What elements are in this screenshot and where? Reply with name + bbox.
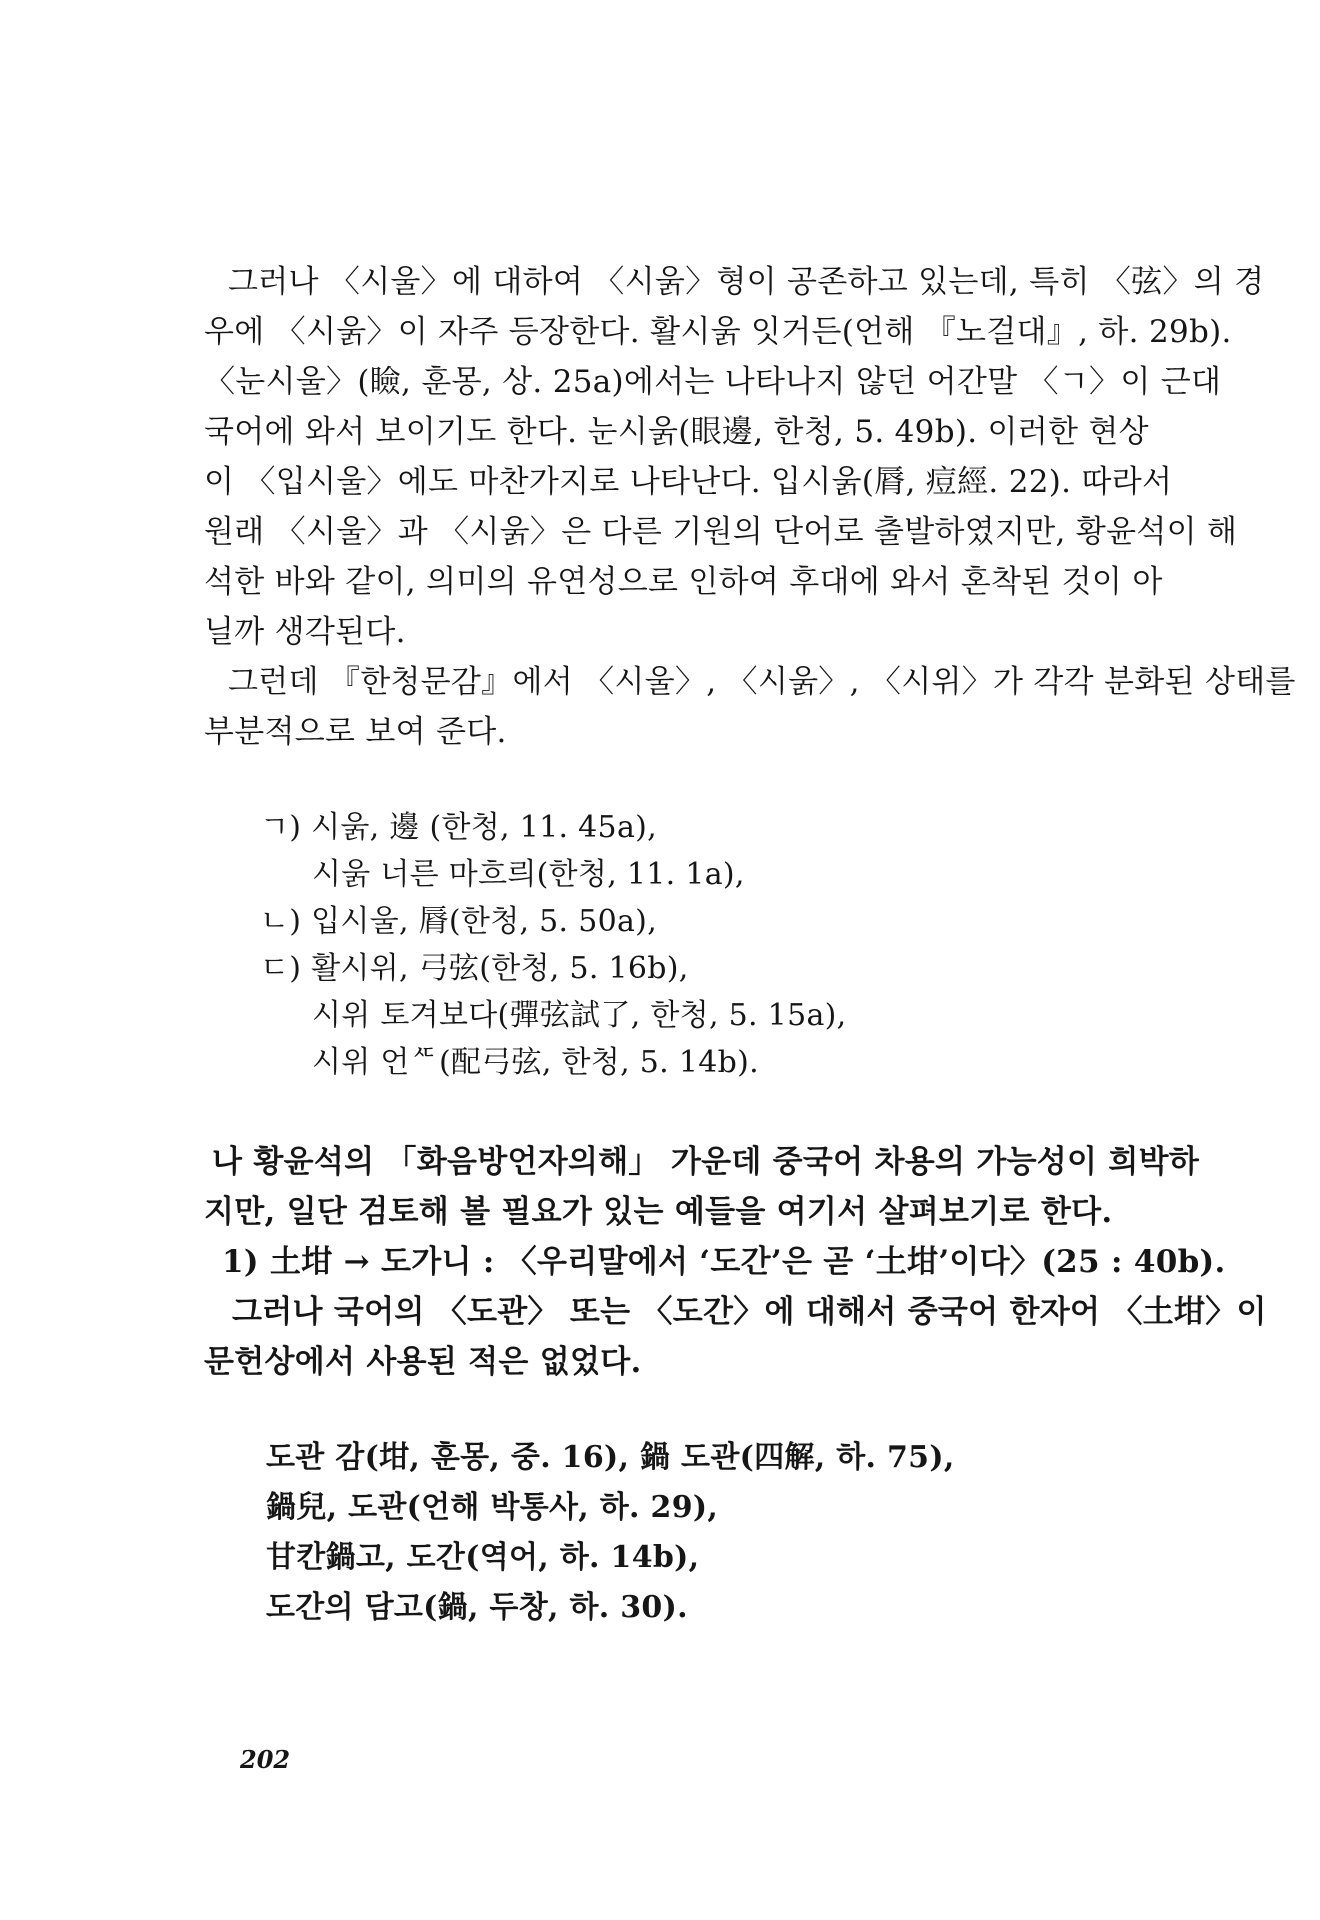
example-line: ㄷ) 활시위, 弓弦(한청, 5. 16b), xyxy=(260,951,689,986)
section-heading-line: 나 황윤석의 「화음방언자의해」 가운데 중국어 차용의 가능성이 희박하 xyxy=(212,1144,1200,1180)
paragraph2-line: 부분적으로 보여 준다. xyxy=(204,714,507,750)
example-line: 甘칸鍋고, 도간(역어, 하. 14b), xyxy=(266,1540,700,1575)
paragraph1-line: 원래 〈시울〉과 〈시욹〉은 다른 기원의 단어로 출발하였지만, 황윤석이 해 xyxy=(204,514,1238,550)
example-line: ㄴ) 입시울, 脣(한청, 5. 50a), xyxy=(260,904,658,939)
paragraph1-line: 닐까 생각된다. xyxy=(204,614,406,650)
example-line: 도관 감(坩, 훈몽, 중. 16), 鍋 도관(四解, 하. 75), xyxy=(266,1440,955,1475)
example-line: 시위 토겨보다(彈弦試了, 한청, 5. 15a), xyxy=(312,998,847,1033)
example-line: 시욹 너른 마흐릐(한청, 11. 1a), xyxy=(312,857,745,892)
example-line: 鍋兒, 도관(언해 박통사, 하. 29), xyxy=(266,1490,719,1525)
paragraph3-line: 그러나 국어의 〈도관〉 또는 〈도간〉에 대해서 중국어 한자어 〈土坩〉이 xyxy=(232,1294,1267,1330)
page-number: 202 xyxy=(240,1745,291,1774)
paragraph1-line: 석한 바와 같이, 의미의 유연성으로 인하여 후대에 와서 혼착된 것이 아 xyxy=(204,564,1163,600)
item-heading: 1) 土坩 → 도가니 : 〈우리말에서 ‘도간’은 곧 ‘土坩’이다〉(25 : 40b). xyxy=(222,1244,1226,1280)
paragraph1-line: 그러나 〈시울〉에 대하여 〈시욹〉형이 공존하고 있는데, 특히 〈弦〉의 경 xyxy=(228,264,1265,300)
example-line: ㄱ) 시욹, 邊 (한청, 11. 45a), xyxy=(260,810,657,845)
paragraph1-line: 우에 〈시욹〉이 자주 등장한다. 활시욹 잇거든(언해 『노걸대』, 하. 29b). xyxy=(204,314,1232,350)
example-line: 도간의 담고(鍋, 두창, 하. 30). xyxy=(266,1590,688,1625)
paragraph2-line: 그런데 『한청문감』에서 〈시울〉, 〈시욹〉, 〈시위〉가 각각 분화된 상태를 xyxy=(228,664,1296,700)
example-line: 시위 언ᄯ(配弓弦, 한청, 5. 14b). xyxy=(312,1045,759,1080)
paragraph1-line: 〈눈시울〉(瞼, 훈몽, 상. 25a)에서는 나타나지 않던 어간말 〈ㄱ〉이 근대 xyxy=(204,364,1222,400)
section-heading-line: 지만, 일단 검토해 볼 필요가 있는 예들을 여기서 살펴보기로 한다. xyxy=(204,1194,1113,1230)
paragraph3-line: 문헌상에서 사용된 적은 없었다. xyxy=(204,1344,642,1380)
paragraph1-line: 국어에 와서 보이기도 한다. 눈시욹(眼邊, 한청, 5. 49b). 이러한 현상 xyxy=(204,414,1149,450)
paragraph1-line: 이 〈입시울〉에도 마찬가지로 나타난다. 입시욹(脣, 痘經. 22). 따라서 xyxy=(204,464,1173,500)
